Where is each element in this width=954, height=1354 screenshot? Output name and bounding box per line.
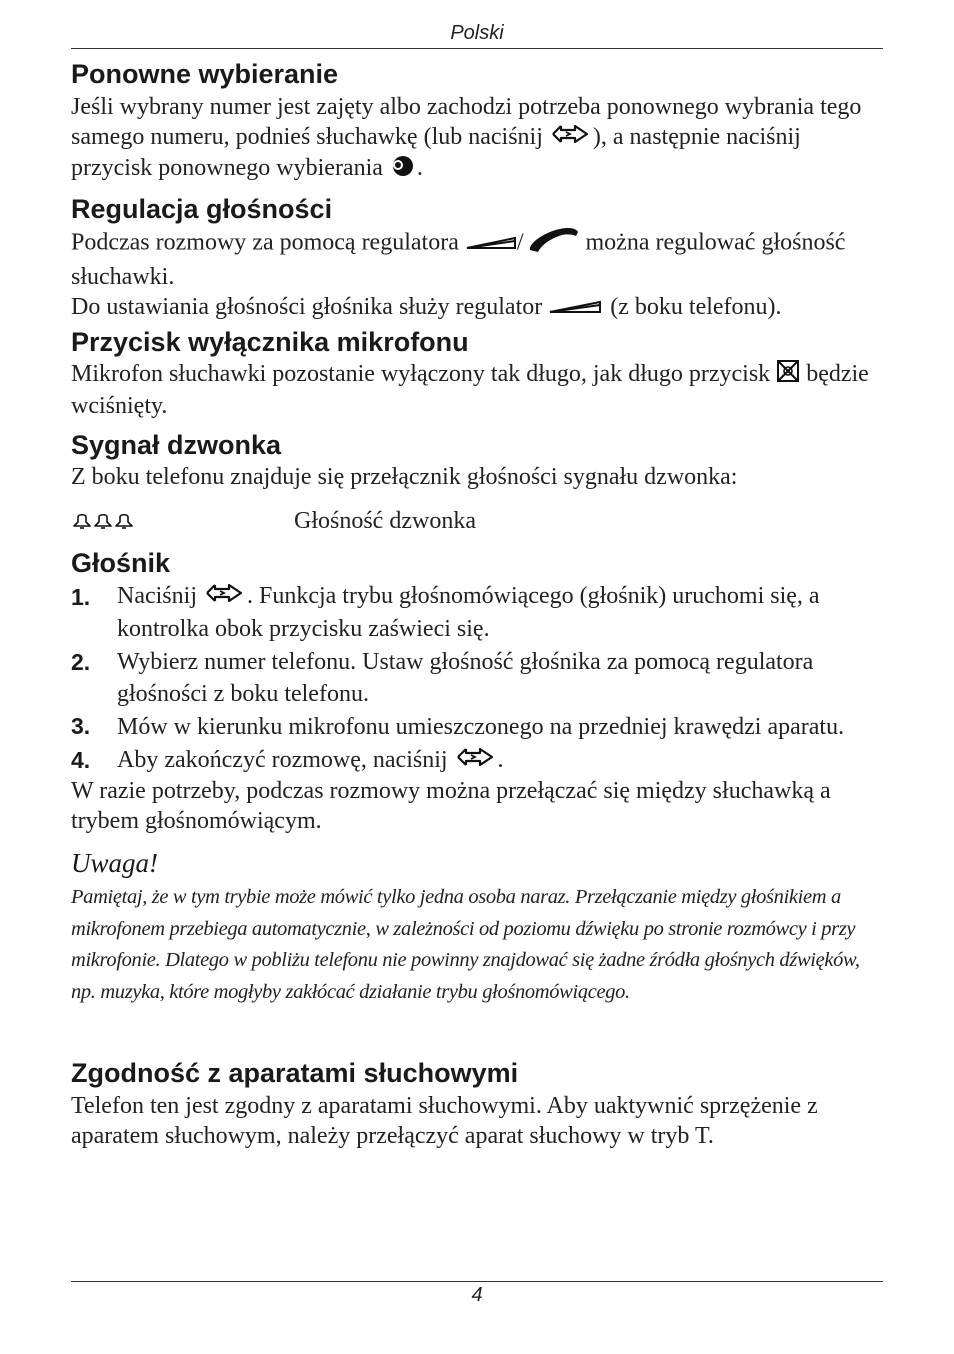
speakerphone-icon — [549, 123, 593, 153]
note-title: Uwaga! — [71, 848, 158, 878]
footer-divider — [71, 1281, 883, 1282]
list-item-number: 2. — [71, 649, 91, 675]
section-text-redial: Jeśli wybrany numer jest zajęty albo zachodzi potrzeba ponownego wybrania tego samego numeru, podnieś słuchawkę (lub naciśnij ), a następnie naciśnij przycisk ponownego wybierania . — [71, 92, 883, 185]
list-item: Naciśnij . Funkcja trybu głośnomówiącego (głośnik) uruchomi się, a kontrolka obok przycisku zaświeci się. — [117, 583, 820, 643]
mute-icon — [776, 359, 800, 391]
bell-icons — [71, 512, 137, 535]
section-text-volume: Podczas rozmowy za pomocą regulatora / można regulować głośność słuchawki. Do ustawiania głośności głośnika służy regulator (z boku telefonu). — [71, 226, 883, 323]
list-item: Wybierz numer telefonu. Ustaw głośność głośnika za pomocą regulatora głośności z boku telefonu. — [117, 649, 814, 707]
section-title-mute: Przycisk wyłącznika mikrofonu — [71, 327, 469, 357]
section-title-speaker: Głośnik — [71, 548, 171, 578]
section-text-ringer: Z boku telefonu znajduje się przełącznik głośności sygnału dzwonka: — [71, 464, 738, 490]
section-title-volume: Regulacja głośności — [71, 194, 333, 224]
list-item: Aby zakończyć rozmowę, naciśnij . — [117, 744, 883, 777]
list-item-number: 4. — [71, 747, 91, 773]
header-divider — [71, 48, 883, 49]
handset-icon — [524, 226, 580, 262]
speaker-volume-slider-icon — [548, 293, 604, 323]
page-header-language: Polski — [450, 22, 504, 44]
note-text: Pamiętaj, że w tym trybie może mówić tylko jedna osoba naraz. Przełączanie między głośnikiem a mikrofonem przebiega automatycznie, w zależności od poziomu dźwięku po stronie rozmówcy i przy mikrofonie. Dlatego w pobliżu telefonu nie powinny znajdować się żadne źródła głośnych dźwięków, np. muzyka, które mogłyby zakłócać działanie trybu głośnomówiącego. — [71, 886, 860, 1003]
ringer-volume-label: Głośność dzwonka — [294, 508, 476, 534]
section-title-hearing-aid: Zgodność z aparatami słuchowymi — [71, 1058, 519, 1088]
list-item-number: 1. — [71, 584, 91, 610]
manual-page — [71, 0, 883, 1354]
section-text-hearing-aid: Telefon ten jest zgodny z aparatami słuchowymi. Aby uaktywnić sprzężenie z aparatem słuchowym, należy przełączyć aparat słuchowy w tryb T. — [71, 1093, 818, 1149]
speaker-after-text: W razie potrzeby, podczas rozmowy można przełączać się między słuchawką a trybem głośnomówiącym. — [71, 778, 831, 834]
volume-slider-icon — [465, 229, 517, 259]
bell-icon — [71, 512, 137, 530]
list-item-number: 3. — [71, 713, 91, 739]
section-title-redial: Ponowne wybieranie — [71, 59, 339, 89]
list-item: Mów w kierunku mikrofonu umieszczonego na przedniej krawędzi aparatu. — [117, 714, 845, 740]
speakerphone-icon — [454, 745, 498, 777]
redial-icon — [389, 155, 417, 185]
section-title-ringer: Sygnał dzwonka — [71, 430, 282, 460]
speakerphone-icon — [203, 581, 247, 613]
page-number: 4 — [471, 1284, 483, 1306]
section-text-mute: Mikrofon słuchawki pozostanie wyłączony tak długo, jak długo przycisk będzie wciśnięty. — [71, 361, 869, 420]
